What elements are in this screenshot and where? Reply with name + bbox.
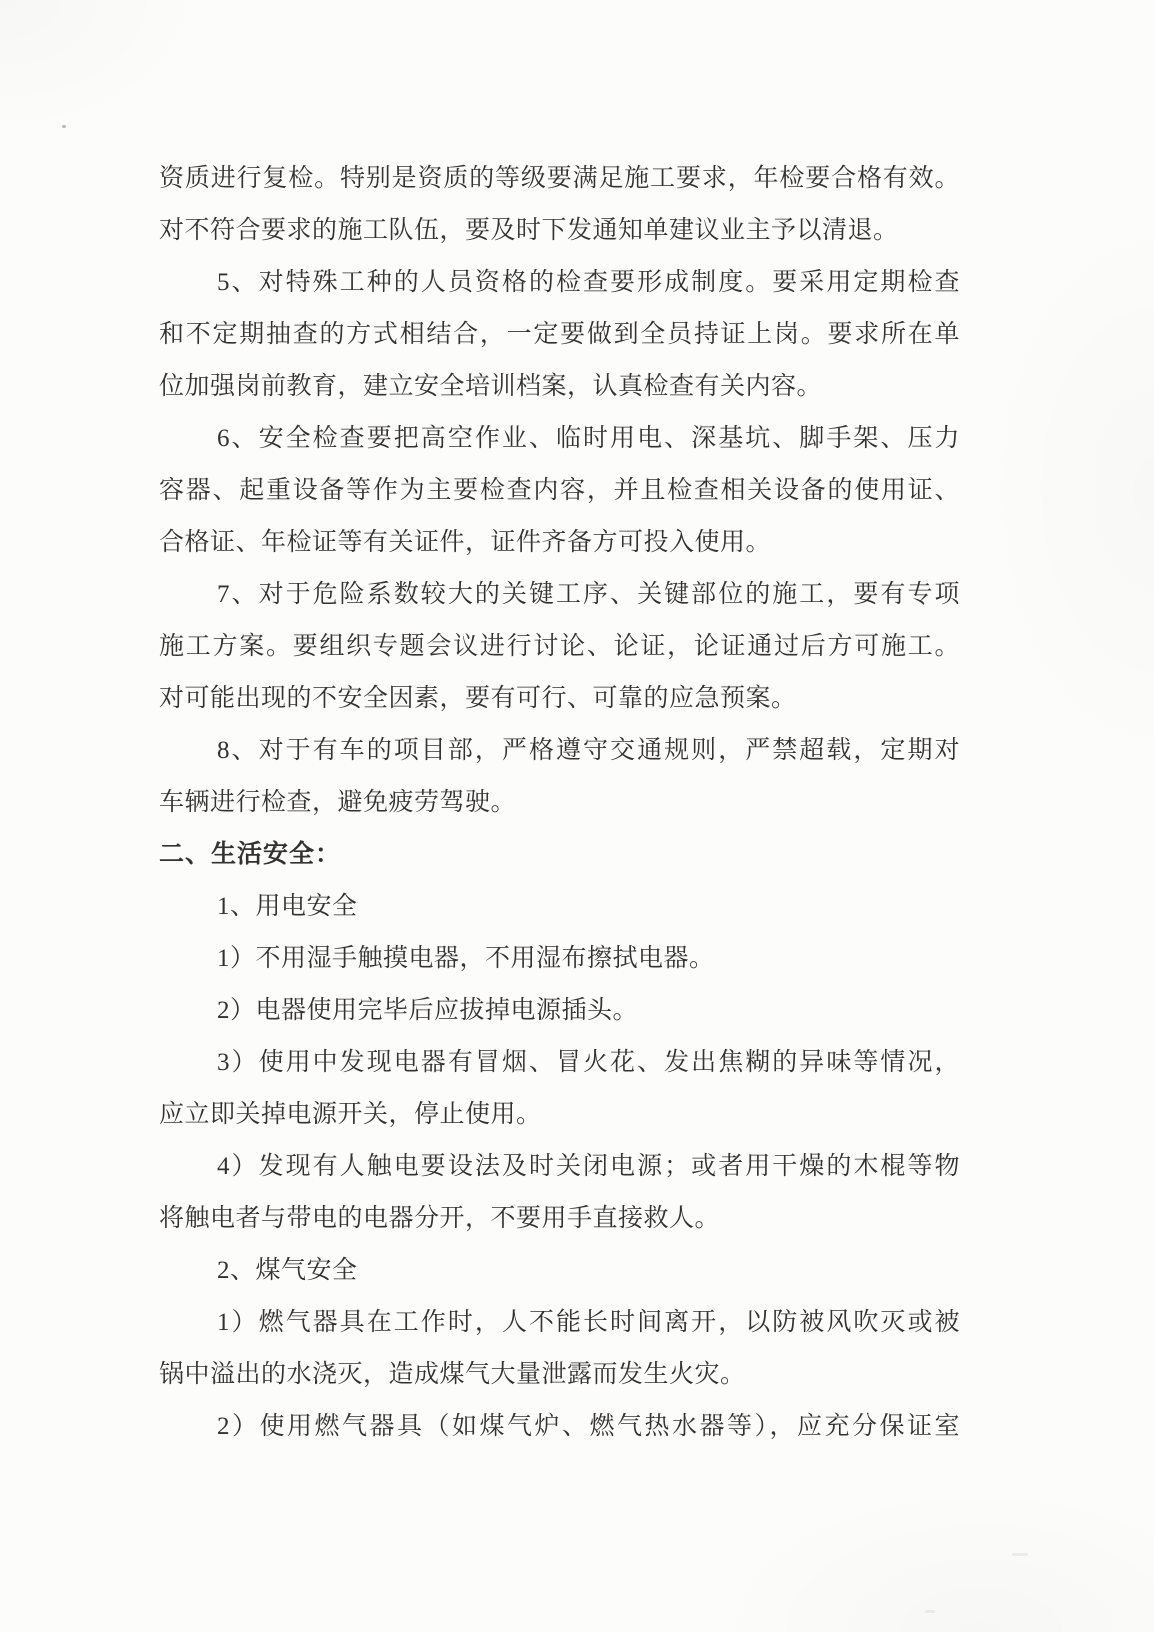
text-line-12: 8、对于有车的项目部，严格遵守交通规则，严禁超载，定期对 [217,737,960,764]
text-line-22: 2、煤气安全 [217,1257,358,1284]
text-line-6: 6、安全检查要把高空作业、临时用电、深基坑、脚手架、压力 [217,425,960,452]
text-line-8: 合格证、年检证等有关证件，证件齐备方可投入使用。 [159,529,772,556]
text-line-3: 5、对特殊工种的人员资格的检查要形成制度。要采用定期检查 [217,269,960,296]
document-text-block [159,153,960,1453]
text-line-2: 对不符合要求的施工队伍，要及时下发通知单建议业主予以清退。 [159,217,899,244]
text-line-19: 应立即关掉电源开关，停止使用。 [159,1101,542,1128]
text-line-13: 车辆进行检查，避免疲劳驾驶。 [159,789,517,816]
text-line-25: 2）使用燃气器具（如煤气炉、燃气热水器等），应充分保证室 [217,1413,960,1440]
scan-speck [1012,1553,1028,1556]
scan-speck [62,125,66,128]
text-line-18: 3）使用中发现电器有冒烟、冒火花、发出焦糊的异味等情况， [217,1049,960,1076]
text-line-11: 对可能出现的不安全因素，要有可行、可靠的应急预案。 [159,685,797,712]
text-line-7: 容器、起重设备等作为主要检查内容，并且检查相关设备的使用证、 [159,477,960,504]
text-line-20: 4）发现有人触电要设法及时关闭电源；或者用干燥的木棍等物 [217,1153,960,1180]
scan-speck [925,1610,935,1613]
text-line-1: 资质进行复检。特别是资质的等级要满足施工要求，年检要合格有效。 [159,165,960,192]
text-line-5: 位加强岗前教育，建立安全培训档案，认真检查有关内容。 [159,373,823,400]
section-heading: 二、生活安全： [159,841,342,868]
text-line-9: 7、对于危险系数较大的关键工序、关键部位的施工，要有专项 [217,581,960,608]
text-line-16: 1）不用湿手触摸电器，不用湿布擦拭电器。 [217,945,715,972]
text-line-17: 2）电器使用完毕后应拔掉电源插头。 [217,997,639,1024]
text-line-10: 施工方案。要组织专题会议进行讨论、论证，论证通过后方可施工。 [159,633,960,660]
text-line-21: 将触电者与带电的电器分开，不要用手直接救人。 [159,1205,721,1232]
text-line-23: 1）燃气器具在工作时，人不能长时间离开，以防被风吹灭或被 [217,1309,960,1336]
text-line-15: 1、用电安全 [217,893,358,920]
text-line-24: 锅中溢出的水浇灭，造成煤气大量泄露而发生火灾。 [159,1361,746,1388]
text-line-4: 和不定期抽查的方式相结合，一定要做到全员持证上岗。要求所在单 [159,321,960,348]
